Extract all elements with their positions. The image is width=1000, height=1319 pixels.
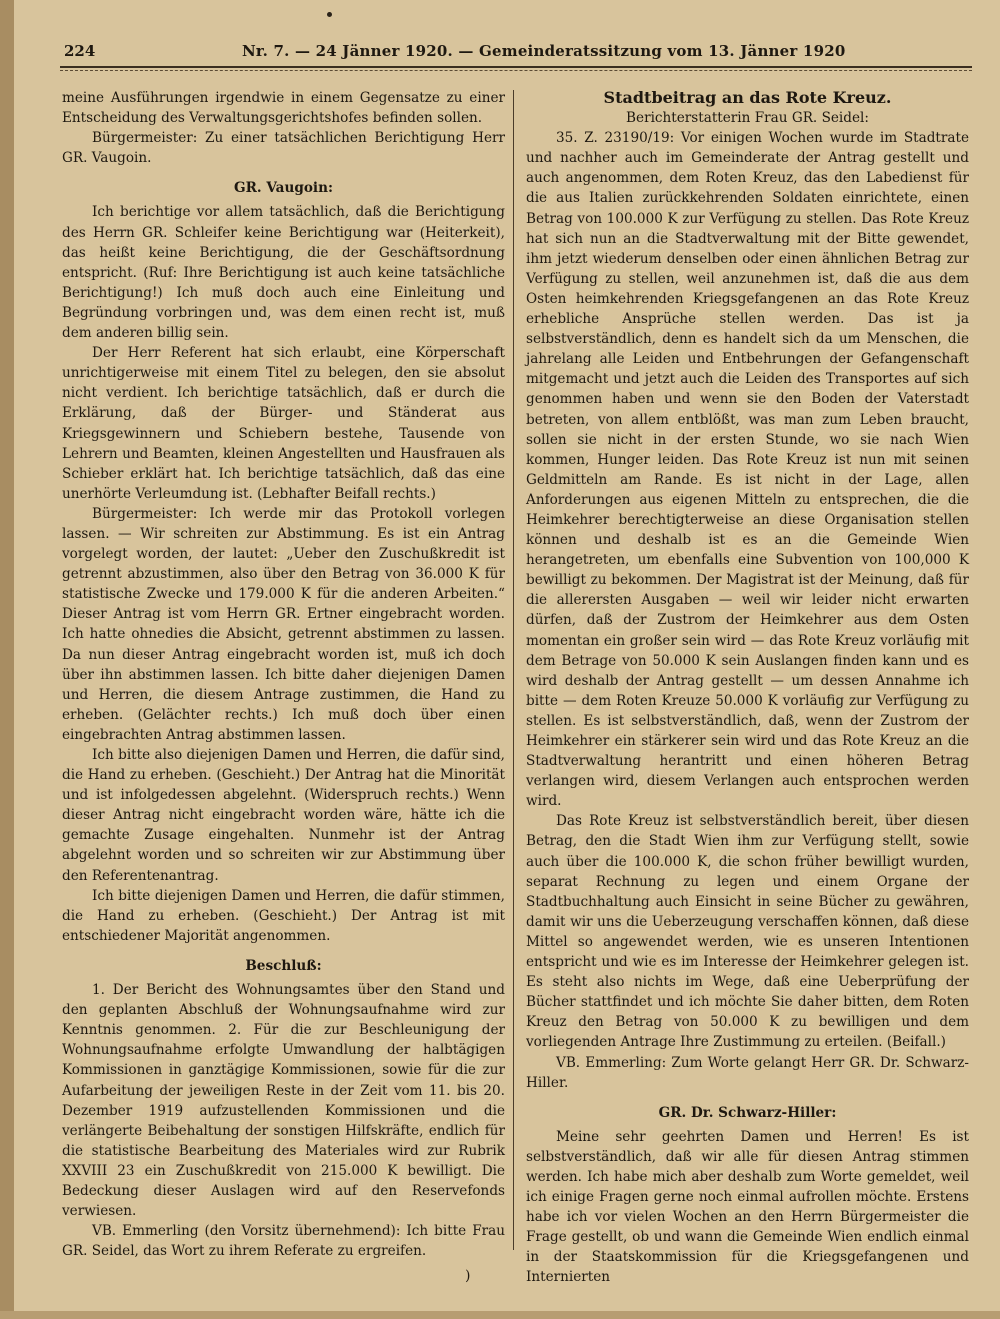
section-title: Stadtbeitrag an das Rote Kreuz. — [603, 88, 892, 107]
paragraph: Das Rote Kreuz ist selbstverständlich bereit, über diesen Betrag, den die Stadt Wien ihm zur Verfügung stellt, sowie auch über die 100.000 K, die schon früher bewilligt wurden, separat Rechnung zu legen und einem Organe der Stadtbuchhaltung auch Einsicht in seine Bücher zu gewähren, damit wir uns die Ueberzeugung verschaffen können, daß diese Mittel so angewendet werden, wie es unseren Intentionen entspricht und wie es im Interesse der Heimkehrer gelegen ist. Es steht also nichts im Wege, daß eine Ueberprüfung der Bücher stattfindet und ich möchte Sie daher bitten, dem Roten Kreuz den Betrag von 50.000 K zu bewilligen und dem vorliegenden Antrage Ihre Zustimmung zu erteilen. (Beifall.) — [526, 813, 969, 1051]
rapporteur-line: Berichterstatterin Frau GR. Seidel: — [626, 110, 869, 127]
header-rule-thin — [60, 70, 972, 71]
paragraph: meine Ausführungen irgendwie in einem Gegensatze zu einer Entscheidung des Verwaltungsgerichtshofes befinden sollen. — [62, 90, 505, 127]
speaker-heading: GR. Dr. Schwarz-Hiller: — [658, 1104, 837, 1121]
column-divider — [513, 90, 514, 1250]
footer-mark: ) — [465, 1268, 471, 1284]
paragraph: VB. Emmerling (den Vorsitz übernehmend): Ich bitte Frau GR. Seidel, das Wort zu ihrem Referate zu ergreifen. — [62, 1223, 505, 1260]
header-rule — [60, 66, 972, 68]
left-column — [62, 88, 505, 1258]
paragraph: Der Herr Referent hat sich erlaubt, eine Körperschaft unrichtigerweise mit einem Titel zu belegen, den sie absolut nicht verdient. Ich berichtige tatsächlich, daß er durch die Erklärung, daß der Bürger- und Ständerat aus Kriegsgewinnern und Schiebern bestehe, Tausende von Lehrern und Beamten, kleinen Angestellten und Hausfrauen als Schieber erklärt hat. Ich berichtige tatsächlich, daß das eine unerhörte Verleumdung ist. (Lebhafter Beifall rechts.) — [62, 345, 505, 502]
paragraph: Ich berichtige vor allem tatsächlich, daß die Berichtigung des Herrn GR. Schleifer keine Berichtigung war (Heiterkeit), das heißt keine Berichtigung, die der Geschäftsordnung entspricht. (Ruf: Ihre Berichtigung ist auch keine tatsächliche Berichtigung!) Ich muß doch auch eine Einleitung und Begründung vorbringen und, was dem einen recht ist, muß dem anderen billig sein. — [62, 204, 505, 342]
right-column — [526, 88, 969, 1286]
page-header — [52, 38, 952, 66]
paragraph: Bürgermeister: Ich werde mir das Protokoll vorlegen lassen. — Wir schreiten zur Abstimmung. Es ist ein Antrag vorgelegt worden, der lautet: „Ueber den Zuschußkredit ist getrennt abzustimmen, also über den Betrag von 36.000 K für statistische Zwecke und 179.000 K für die anderen Arbeiten.“ Dieser Antrag ist vom Herrn GR. Ertner eingebracht worden. Ich hatte ohnedies die Absicht, getrennt abstimmen zu lassen. Da nun dieser Antrag eingebracht worden ist, muß ich doch über ihn abstimmen lassen. Ich bitte daher diejenigen Damen und Herren, die diesem Antrage zustimmen, die Hand zu erheben. (Gelächter rechts.) Ich muß doch über einen eingebrachten Antrag abstimmen lassen. — [62, 505, 505, 743]
paragraph: Meine sehr geehrten Damen und Herren! Es ist selbstverständlich, daß wir alle für diesen Antrag stimmen werden. Ich habe mich aber deshalb zum Worte gemeldet, weil ich einige Fragen gerne noch einmal aufrollen möchte. Erstens habe ich vor vielen Wochen an den Herrn Bürgermeister die Frage gestellt, ob und wann die Gemeinde Wien endlich einmal in der Staatskommission für die Kriegsgefangenen und Internierten — [526, 1128, 969, 1286]
resolution-heading: Beschluß: — [245, 957, 322, 974]
running-head: Nr. 7. — 24 Jänner 1920. — Gemeinderatssitzung vom 13. Jänner 1920 — [242, 42, 846, 60]
page-number: 224 — [64, 42, 96, 60]
print-speck — [327, 12, 332, 17]
paragraph: Bürgermeister: Zu einer tatsächlichen Berichtigung Herr GR. Vaugoin. — [62, 130, 505, 167]
page-edge-bottom — [0, 1311, 1000, 1319]
paragraph: VB. Emmerling: Zum Worte gelangt Herr GR. Dr. Schwarz-Hiller. — [526, 1054, 969, 1091]
paragraph: Ich bitte also diejenigen Damen und Herren, die dafür sind, die Hand zu erheben. (Geschieht.) Der Antrag hat die Minorität und ist infolgedessen abgelehnt. (Widerspruch rechts.) Wenn dieser Antrag nicht eingebracht worden wäre, hätte ich die gemachte Zusage eingehalten. Nunmehr ist der Antrag abgelehnt worden und so schreiten wir zur Abstimmung über den Referentenantrag. — [62, 747, 505, 884]
paragraph: 1. Der Bericht des Wohnungsamtes über den Stand und den geplanten Abschluß der Wohnungsaufnahme wird zur Kenntnis genommen. 2. Für die zur Beschleunigung der Wohnungsaufnahme erfolgte Umwandlung der halbtägigen Kommissionen in ganztägige Kommissionen, sowie für die zur Aufarbeitung der jeweiligen Reste in der Zeit vom 11. bis 20. Dezember 1919 aufzustellenden Kommissionen und die verlängerte Beibehaltung der sonstigen Hilfskräfte, endlich für die statistische Bearbeitung des Materiales wird zur Rubrik XXVIII 23 ein Zuschußkredit von 215.000 K bewilligt. Die Bedeckung dieser Auslagen wird auf den Reservefonds verwiesen. — [62, 982, 505, 1220]
paragraph: 35. Z. 23190/19: Vor einigen Wochen wurde im Stadtrate und nachher auch im Gemeinderate der Antrag gestellt und auch angenommen, dem Roten Kreuz, das den Labedienst für die aus Italien zurückkehrenden Soldaten einrichtete, einen Betrag von 100.000 K zur Verfügung zu stellen. Das Rote Kreuz hat sich nun an die Stadtverwaltung mit der Bitte gewendet, ihm jetzt wiederum denselben oder einen ähnlichen Betrag zur Verfügung zu stellen, weil anzunehmen ist, daß die aus dem Osten heimkehrenden Kriegsgefangenen an das Rote Kreuz erhebliche Ansprüche stellen werden. Das ist ja selbstverständlich, denn es handelt sich da um Menschen, die jahrelang alle Leiden und Entbehrungen der Gefangenschaft mitgemacht und jetzt auch die Leiden des Transportes auf sich genommen haben und wenn sie den Boden der Vaterstadt betreten, von allem entblößt, was man zum Leben braucht, sollen sie nicht in der ersten Stunde, wo sie nach Wien kommen, Hunger leiden. Das Rote Kreuz ist nun mit seinen Geldmitteln am Rande. Es ist nicht in der Lage, allen Anforderungen aus eigenen Mitteln zu entsprechen, die die Heimkehrer berechtigterweise an diese Organisation stellen können und deshalb ist es an die Gemeinde Wien herangetreten, um ebenfalls eine Subvention von 100,000 K bewilligt zu bekommen. Der Magistrat ist der Meinung, daß für die allerersten Ausgaben — weil wir leider nicht erwarten dürfen, daß der Zustrom der Heimkehrer aus dem Osten momentan ein großer sein wird — das Rote Kreuz vorläufig mit dem Betrage von 50.000 K sein Auslangen finden kann und es wird deshalb der Antrag gestellt — um dessen Annahme ich bitte — dem Roten Kreuze 50.000 K vorläufig zur Verfügung zu stellen. Es ist selbstverständlich, daß, wenn der Zustrom der Heimkehrer ein stärkerer sein wird und das Rote Kreuz an die Stadtverwaltung herantritt und einen höheren Betrag verlangen wird, diesem Verlangen auch entsprochen werden wird. — [526, 130, 969, 810]
speaker-heading: GR. Vaugoin: — [234, 180, 333, 197]
paragraph: Ich bitte diejenigen Damen und Herren, die dafür stimmen, die Hand zu erheben. (Geschieht.) Der Antrag ist mit entschiedener Majorität angenommen. — [62, 887, 505, 944]
page-edge-left — [0, 0, 14, 1319]
